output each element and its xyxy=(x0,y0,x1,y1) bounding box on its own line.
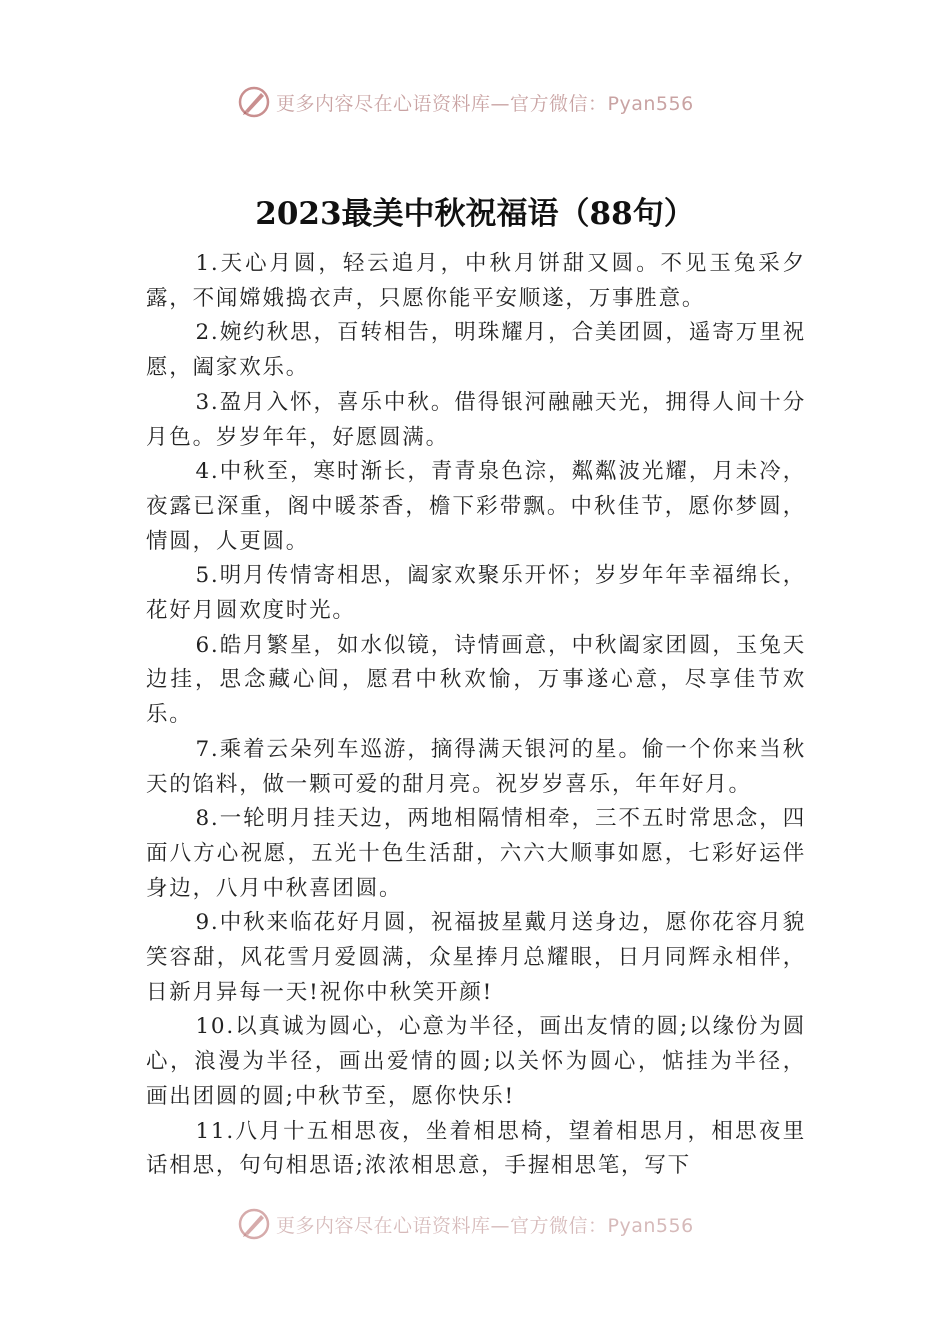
paragraph: 5.明月传情寄相思，阖家欢聚乐开怀；岁岁年年幸福绵长，花好月圆欢度时光。 xyxy=(146,563,806,624)
paragraph: 8.一轮明月挂天边，两地相隔情相牵，三不五时常思念，四面八方心祝愿，五光十色生活甜，六六大顺事如愿，七彩好运伴身边，八月中秋喜团圆。 xyxy=(146,806,806,901)
paragraph: 2.婉约秋思，百转相告，明珠耀月，合美团圆，遥寄万里祝愿，阖家欢乐。 xyxy=(146,320,806,381)
paragraph: 7.乘着云朵列车巡游，摘得满天银河的星。偷一个你来当秋天的馅料，做一颗可爱的甜月亮。祝岁岁喜乐，年年好月。 xyxy=(146,736,806,797)
paragraph: 4.中秋至，寒时渐长，青青泉色淙，粼粼波光耀，月未冷，夜露已深重，阁中暖茶香，檐下彩带飘。中秋佳节，愿你梦圆，情圆，人更圆。 xyxy=(146,459,806,554)
watermark-text: 更多内容尽在心语资料库—官方微信：Pyan556 xyxy=(276,92,694,115)
paragraph: 11.八月十五相思夜，坐着相思椅，望着相思月，相思夜里话相思，句句相思语;浓浓相思意，手握相思笔，写下 xyxy=(146,1118,806,1179)
document-title: 2023最美中秋祝福语（88句） xyxy=(255,196,695,232)
document-body xyxy=(146,247,806,1219)
paragraph: 3.盈月入怀，喜乐中秋。借得银河融融天光，拥得人间十分月色。岁岁年年，好愿圆满。 xyxy=(146,389,806,450)
pen-seal-icon xyxy=(236,84,272,120)
watermark-header xyxy=(236,84,694,120)
paragraph: 9.中秋来临花好月圆，祝福披星戴月送身边，愿你花容月貌笑容甜，风花雪月爱圆满，众星捧月总耀眼，日月同辉永相伴，日新月异每一天!祝你中秋笑开颜! xyxy=(146,910,806,1005)
paragraph: 10.以真诚为圆心，心意为半径，画出友情的圆;以缘份为圆心，浪漫为半径，画出爱情的圆;以关怀为圆心，惦挂为半径，画出团圆的圆;中秋节至，愿你快乐! xyxy=(146,1014,806,1109)
paragraph: 1.天心月圆，轻云追月，中秋月饼甜又圆。不见玉兔采夕露，不闻嫦娥捣衣声，只愿你能平安顺遂，万事胜意。 xyxy=(146,251,806,311)
watermark-footer xyxy=(236,1206,694,1242)
watermark-text: 更多内容尽在心语资料库—官方微信：Pyan556 xyxy=(276,1214,694,1237)
pen-seal-icon xyxy=(236,1206,272,1242)
paragraph: 6.皓月繁星，如水似镜，诗情画意，中秋阖家团圆，玉兔天边挂，思念藏心间，愿君中秋欢愉，万事遂心意，尽享佳节欢乐。 xyxy=(146,632,806,728)
